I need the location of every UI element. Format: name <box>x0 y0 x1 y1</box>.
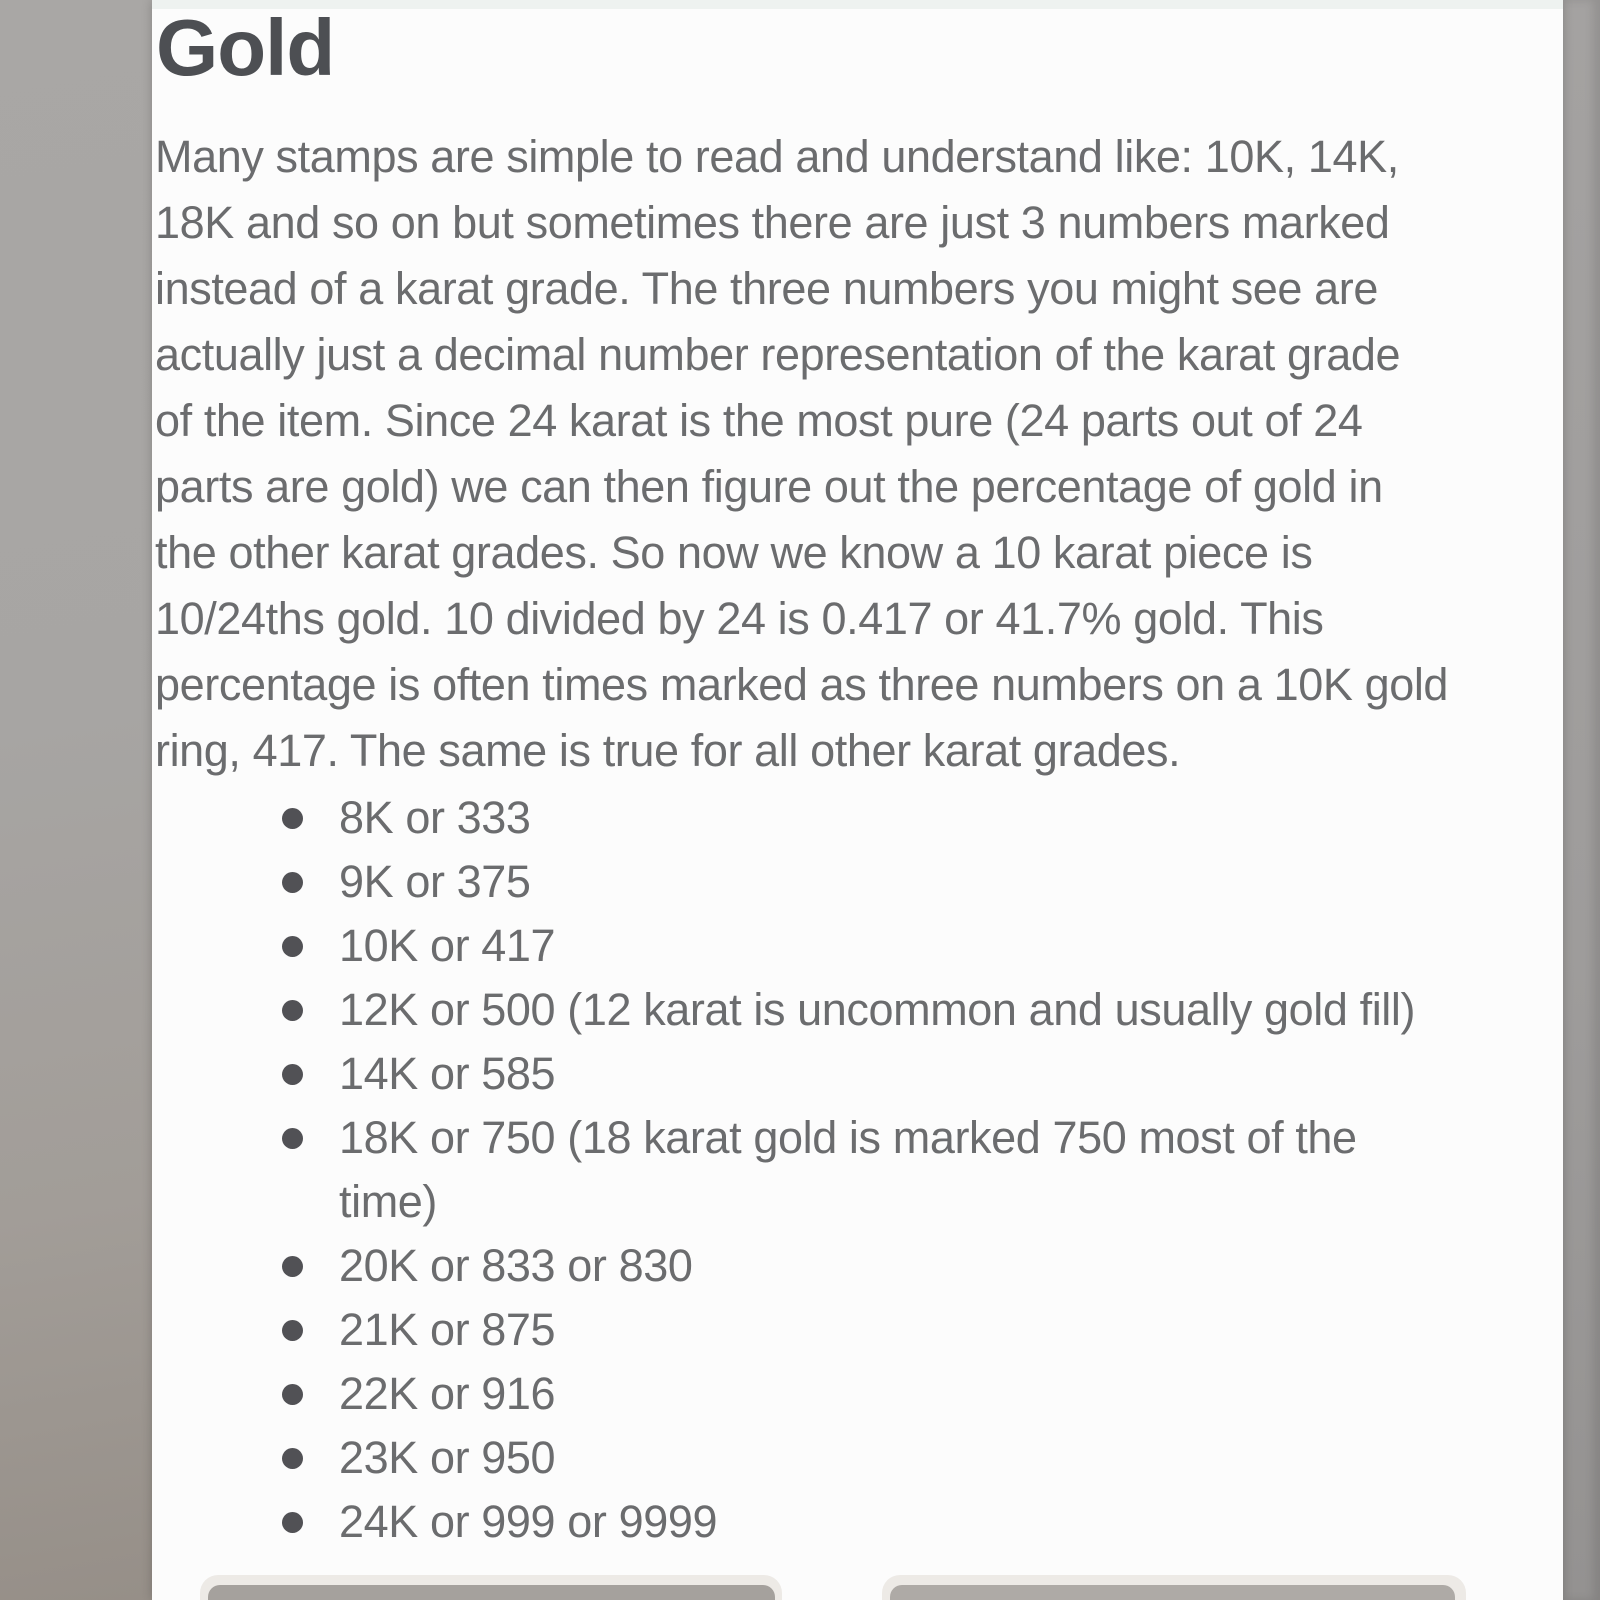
karat-list-item <box>282 1298 1552 1362</box>
karat-list-item-text: 21K or 875 <box>339 1304 556 1355</box>
karat-list-item <box>282 1362 1552 1426</box>
bullet-icon <box>282 1512 303 1533</box>
karat-list-item-text: 10K or 417 <box>339 920 556 971</box>
bullet-icon <box>282 1064 303 1085</box>
paragraph-line: instead of a karat grade. The three numbers you might see are <box>155 263 1378 314</box>
karat-list-item <box>282 1490 1552 1554</box>
karat-list-item-text: 14K or 585 <box>339 1048 556 1099</box>
paragraph-line: 10/24ths gold. 10 divided by 24 is 0.417 or 41.7% gold. This <box>155 593 1324 644</box>
bullet-icon <box>282 1448 303 1469</box>
paragraph-line: the other karat grades. So now we know a 10 karat piece is <box>155 527 1313 578</box>
karat-list-item <box>282 978 1552 1042</box>
document-page <box>152 0 1563 1600</box>
karat-list-item-text: 12K or 500 (12 karat is uncommon and usually gold fill) <box>339 984 1416 1035</box>
karat-list-item <box>282 1106 1552 1234</box>
photo-gutter-left <box>0 0 152 1600</box>
bullet-icon <box>282 808 303 829</box>
paragraph-line: of the item. Since 24 karat is the most pure (24 parts out of 24 <box>155 395 1363 446</box>
karat-list-item <box>282 786 1552 850</box>
bullet-icon <box>282 1256 303 1277</box>
karat-list-item-text: 24K or 999 or 9999 <box>339 1496 718 1547</box>
karat-list-item-text: 18K or 750 (18 karat gold is marked 750 most of the time) <box>339 1112 1357 1227</box>
bullet-icon <box>282 872 303 893</box>
karat-list-item-text: 22K or 916 <box>339 1368 556 1419</box>
bullet-icon <box>282 1000 303 1021</box>
karat-list-item <box>282 914 1552 978</box>
page-title: Gold <box>156 3 335 92</box>
karat-list-item-text: 23K or 950 <box>339 1432 556 1483</box>
karat-list-item <box>282 1426 1552 1490</box>
paragraph-line: parts are gold) we can then figure out the percentage of gold in <box>155 461 1383 512</box>
intro-paragraph <box>155 124 1555 784</box>
paragraph-line: ring, 417. The same is true for all other karat grades. <box>155 725 1181 776</box>
karat-list <box>152 786 1552 1554</box>
bullet-icon <box>282 1320 303 1341</box>
bottom-left-button[interactable] <box>208 1585 775 1600</box>
karat-list-item <box>282 1234 1552 1298</box>
paragraph-line: 18K and so on but sometimes there are just 3 numbers marked <box>155 197 1390 248</box>
paragraph-line: percentage is often times marked as three numbers on a 10K gold <box>155 659 1449 710</box>
karat-list-item-text: 9K or 375 <box>339 856 531 907</box>
bullet-icon <box>282 1128 303 1149</box>
photo-gutter-right <box>1563 0 1600 1600</box>
paragraph-line: actually just a decimal number representation of the karat grade <box>155 329 1401 380</box>
karat-list-item <box>282 1042 1552 1106</box>
karat-list-item <box>282 850 1552 914</box>
top-edge-strip <box>152 0 1563 9</box>
bullet-icon <box>282 936 303 957</box>
bottom-right-button[interactable] <box>890 1585 1455 1600</box>
bullet-icon <box>282 1384 303 1405</box>
karat-list-item-text: 20K or 833 or 830 <box>339 1240 693 1291</box>
karat-list-item-text: 8K or 333 <box>339 792 531 843</box>
paragraph-line: Many stamps are simple to read and understand like: 10K, 14K, <box>155 131 1399 182</box>
